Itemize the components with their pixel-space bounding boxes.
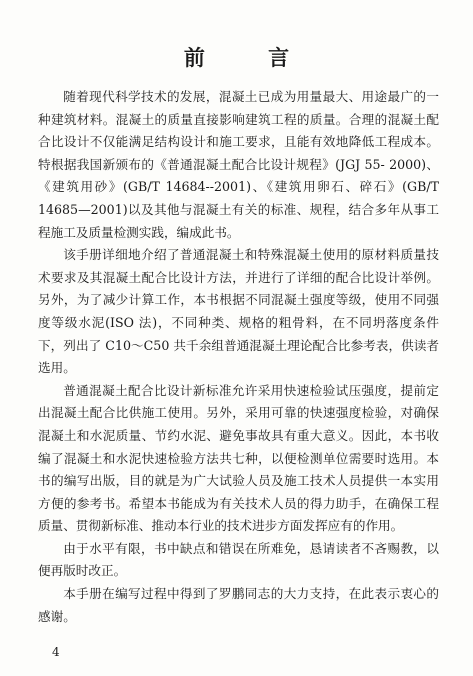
paragraph-3: 普通混凝土配合比设计新标准允许采用快速检验试压强度，提前定出混凝土配合比供施工使用。另外，采用可靠的快速强度检验，对确保混凝土和水泥质量、节约水泥、避免事故具有重大意义。因此，本书收编了混凝土和水泥快速检验方法共七种，以便检测单位需要时选用。本书的编写出版，目的就是为广大试验人员及施工技术人员提供一本实用方便的参考书。希望本书能成为有关技术人员的得力助手，在确保工程质量、贯彻新标准、推动本行业的技术进步方面发挥应有的作用。	[38, 382, 439, 534]
paragraph-2: 该手册详细地介绍了普通混凝土和特殊混凝土使用的原材料质量技术要求及其混凝土配合比设计方法，并进行了详细的配合比设计举例。另外，为了减少计算工作，本书根据不同混凝土强度等级，使用不同强度等级水泥(ISO 法)，不同种类、规格的粗骨料，在不同坍落度条件下，列出了 C10～C50 共千余组普通混凝土理论配合比参考表，供读者选用。	[38, 247, 439, 376]
paragraph-5: 本手册在编写过程中得到了罗鹏同志的大力支持，在此表示衷心的感谢。	[38, 586, 439, 624]
preface-body	[38, 86, 439, 628]
paragraph-1: 随着现代科学技术的发展，混凝土已成为用量最大、用途最广的一种建筑材料。混凝土的质量直接影响建筑工程的质量。合理的混凝土配合比设计不仅能满足结构设计和施工要求，且能有效地降低工程成本。特根据我国新颁布的《普通混凝土配合比设计规程》(JGJ 55- 2000)、《建筑用砂》(GB/T 14684--2001)、《建筑用卵石、碎石》(GB/T 14685—2001)以及其他与混凝土有关的标准、规程，结合多年从事工程施工及质量检测实践，编成此书。	[38, 89, 439, 240]
paragraph-4: 由于水平有限，书中缺点和错误在所难免，恳请读者不吝赐教，以便再版时改正。	[38, 540, 439, 579]
page-title: 前 言	[183, 46, 318, 70]
page-number: 4	[52, 645, 60, 659]
